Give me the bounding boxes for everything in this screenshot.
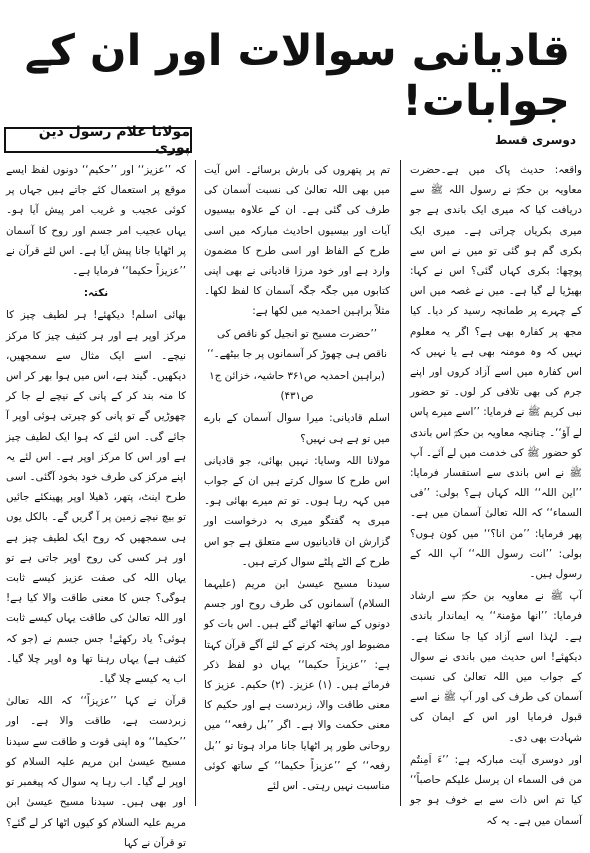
paragraph: آپ ﷺ نے معاویہ بن حکمؓ سے ارشاد فرمایا: ’’انھا مؤمنۃ‘‘ یہ ایماندار باندی ہے۔ لہٰذا اسے آزاد کیا جا سکتا ہے۔ دیکھئے! اس حدیث میں باندی نے سوال کے جواب میں اللہ تعالیٰ کی نسبت آسمان کی طرف کی اور آپ ﷺ نے اسے قبول فرمایا اور اس کے ایمان کی شہادت بھی دی۔ xyxy=(410,590,582,744)
paragraph: کہ ’’عزیز‘‘ اور ’’حکیم‘‘ دونوں لفظ ایسے موقع پر استعمال کئے جاتے ہیں جہاں پر کوئی عجیب و غریب امر پیش آیا ہو۔ یہاں عجیب امر جسم اور روح کا آسمان پر اٹھایا جانا پیش آیا ہے۔ اس لئے قرآن نے ’’عزیزاً حکیما‘‘ فرمایا ہے۔ xyxy=(6,164,186,278)
article-title: قادیانی سوالات اور ان کے جوابات! xyxy=(24,26,570,126)
column-divider xyxy=(195,160,196,806)
column-left xyxy=(6,160,186,849)
paragraph: تم پر پتھروں کی بارش برسائے۔ اس آیت میں بھی اللہ تعالیٰ کی نسبت آسمان کی طرف کی گئی ہے۔ ان کے علاوہ بیسیوں آیات اور بیسیوں احادیث مبارکہ میں اسی طرح کے الفاظ اور اسی طرح کا مضمون وارد ہے اور خود مرزا قادیانی نے بھی اپنی کتابوں میں جگہ جگہ آسمان کا لفظ لکھا۔ مثلاً براہین احمدیہ میں لکھا ہے: xyxy=(204,164,390,318)
author-byline: مولانا غلام رسول دین پوری xyxy=(4,127,192,153)
paragraph: قرآن نے کہا ’’عزیزاً‘‘ کہ اللہ تعالیٰ زبردست ہے، طاقت والا ہے۔ اور ’’حکیما‘‘ وہ اپنی قوت و طاقت سے سیدنا مسیح عیسیٰ ابن مریم علیہ السلام کو اوپر لے گیا۔ اب رہا یہ سوال کہ پیغمبر تو اور بھی ہیں۔ سیدنا مسیح عیسیٰ ابن مریم علیہ السلام کو کیوں اٹھا کر لے گئے؟ تو قرآن نے کہا xyxy=(6,695,186,849)
installment-label: دوسری قسط xyxy=(495,133,576,147)
paragraph: واقعہ: حدیث پاک میں ہے۔حضرت معاویہ بن حکمؓ نے رسول اللہ ﷺ سے دریافت کیا کہ میری ایک باندی ہے جو میری بکریاں چراتی ہے۔ میری ایک بکری گم ہو گئی تو میں نے اس سے پوچھا: بکری کہاں گئی؟ اس نے کہا: بھیڑیا لے گیا ہے۔ میں نے غصہ میں اس کے چہرے پر طمانچہ رسید کر دیا۔ کیا مجھ پر کفارہ بھی ہے؟ اگر یہ معلوم نہیں کہ وہ مومنہ بھی ہے یا نہیں کہ اس کفارہ میں اسے آزاد کروں اور اپنے جرم کی بھی تلافی کر لوں۔ تو حضور نبی کریم ﷺ نے فرمایا: ’’اسے میرے پاس لے آؤ‘‘۔ چنانچہ معاویہ بن حکمؓ اس باندی کو حضور ﷺ کی خدمت میں لے آئے۔ آپ ﷺ نے اس باندی سے استفسار فرمایا: ’’این اللہ‘‘ اللہ کہاں ہے؟ بولی: ’’فی السماء‘‘ کہ اللہ تعالیٰ آسمان میں ہے۔ پھر فرمایا: ’’من انا؟‘‘ میں کون ہوں؟ بولی: ’’انت رسول اللہ‘‘ آپ اللہ کے رسول ہیں۔ xyxy=(410,164,582,581)
column-right xyxy=(410,160,582,827)
paragraph: اسلم قادیانی: میرا سوال آسمان کے بارے میں تو ہے ہی نہیں؟ xyxy=(204,412,390,445)
section-heading: نکتہ: xyxy=(83,287,109,300)
paragraph: اور دوسری آیت مبارکہ ہے: ’’ءَ اَمِنتُم من فی السماء ان یرسل علیکم حاصباً‘‘ کیا تم اس ذات سے بے خوف ہو جو آسمان میں ہے۔ یہ کہ xyxy=(410,753,582,827)
paragraph: مولانا اللہ وسایا: نہیں بھائی، جو قادیانی اس طرح کا سوال کرتے ہیں ان کے جواب میں کہہ رہا ہوں۔ تو تم میرے بھائی ہو۔ میری یہ گفتگو میری بہ درخواست اور گزارش ان قادیانیوں سے متعلق ہے جو اس طرح کے الٹے پلٹے سوال کرتے ہیں۔ xyxy=(204,454,390,568)
column-divider xyxy=(400,160,401,806)
citation: (براہین احمدیہ ص۳۶۱ حاشیہ، خزائن ج۱ ص۴۳۱) xyxy=(209,370,385,403)
paragraph: بھائی اسلم! دیکھئے! ہر لطیف چیز کا مرکز اوپر ہے اور ہر کثیف چیز کا مرکز نیچے۔ اسے ایک مثال سے سمجھیں، دیکھیں۔ گیند ہے، اس میں ہوا بھر کر اس کا منہ بند کر کے پانی کے نیچے لے جا کر چھوڑیں گے تو پانی کو چیرتی ہوئی اوپر آ جائے گی۔ اس لئے کہ ہوا ایک لطیف چیز ہے اور اس کا مرکز اوپر ہے۔ اس لئے یہ اپنے مرکز کی طرف خود بخود آگئی۔ اسی طرح اینٹ، پتھر، ڈھیلا اوپر پھینکئے جائیں تو بیچ نیچے زمین پر آ گریں گے۔ بالکل یوں ہی سمجھیں کہ روح ایک لطیف چیز ہے اور ہر کسی کی روح اوپر جاتی ہے تو یہاں اللہ کی صفت عزیز کیسے ثابت ہوگی؟ جس کا معنی طاقت والا کیا ہے! اور اللہ تعالیٰ کی طاقت یہاں کیسے ثابت ہوئی؟ یاد رکھئے! جس جسم نے (جو کہ کثیف ہے) یہاں رہنا تھا وہ اوپر چلا گیا۔ اب یہ کیسے چلا گیا۔ xyxy=(6,309,186,686)
paragraph: سیدنا مسیح عیسیٰ ابن مریم (علیہما السلام) آسمانوں کی طرف روح اور جسم دونوں کے ساتھ اٹھائے گئے ہیں۔ اس بات کو مضبوط اور پختہ کرنے کے لئے آگے قرآن کہتا ہے: ’’عزیزاً حکیما‘‘ یہاں دو لفظ ذکر فرمائے ہیں۔ (۱) عزیز۔ (۲) حکیم۔ عزیز کا معنی طاقت والا، زبردست ہے اور حکیم کا معنی حکمت والا ہے۔ اگر ’’بل رفعہ‘‘ میں روحانی طور پر اٹھایا جانا مراد ہوتا تو ’’بل رفعہ‘‘ کے ’’عزیزاً حکیما‘‘ کے ساتھ کوئی مناسبت نہیں رہتی۔ اس لئے xyxy=(204,578,390,793)
column-middle xyxy=(204,160,390,808)
quotation: ’’حضرت مسیح تو انجیل کو ناقص کی ناقص ہی چھوڑ کر آسمانوں پر جا بیٹھے۔‘‘ xyxy=(207,327,387,360)
